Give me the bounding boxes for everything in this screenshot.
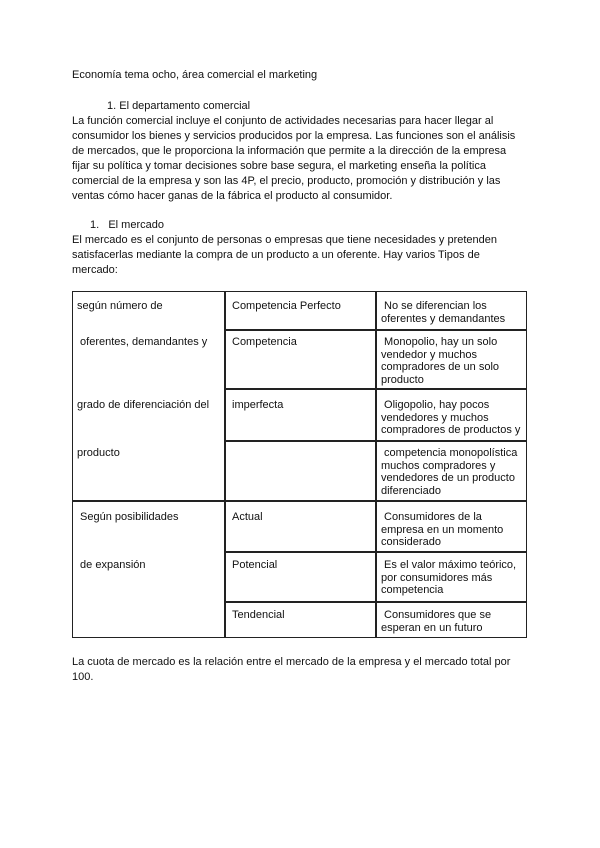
group-label-line: según número de — [77, 300, 163, 312]
section-heading-mercado: 1. El mercado — [90, 219, 164, 231]
section-heading-departamento: 1. El departamento comercial — [107, 100, 251, 112]
market-type-cell: Tendencial — [232, 609, 285, 621]
text-line: vendedor y muchos — [381, 348, 477, 361]
text-line: diferenciado — [381, 484, 441, 497]
text-line: muchos compradores y — [381, 459, 496, 472]
text-line: competencia monopolística — [381, 447, 518, 459]
text-line: vendedores de un producto — [381, 472, 515, 484]
text-line: Oligopolio, hay pocos — [381, 399, 490, 411]
market-description-cell — [381, 559, 516, 597]
text-line: vendedores y muchos — [381, 411, 489, 424]
market-description-cell — [381, 447, 517, 497]
text-line: Monopolio, hay un solo — [381, 336, 498, 348]
market-type-cell: imperfecta — [232, 399, 284, 411]
text-line: comercial de la empresa y son las 4P, el precio, producto, promoción y distribución y las — [72, 175, 501, 187]
market-description-cell — [381, 609, 491, 634]
text-line: compradores de un solo — [381, 361, 500, 373]
text-line: esperan en un futuro — [381, 621, 483, 634]
document-title: Economía tema ocho, área comercial el marketing — [72, 69, 318, 81]
text-line: competencia — [381, 584, 444, 596]
text-line: oferentes y demandantes — [381, 312, 506, 325]
text-line: considerado — [381, 536, 441, 548]
text-line: Consumidores que se — [381, 609, 492, 621]
text-line: fijar su política y tomar decisiones sobre base segura, el marketing enseña la política — [72, 160, 486, 172]
text-line: por consumidores más — [381, 571, 493, 584]
text-line: La función comercial incluye el conjunto de actividades necesarias para hacer llegar al — [72, 115, 494, 127]
market-description-cell — [381, 300, 505, 325]
market-type-cell: Competencia — [232, 336, 297, 348]
group-label-line: producto — [77, 447, 120, 459]
text-line: La cuota de mercado es la relación entre el mercado de la empresa y el mercado total por — [72, 656, 511, 668]
market-types-table — [72, 291, 527, 638]
text-line: Es el valor máximo teórico, — [381, 559, 517, 571]
table-divider — [224, 601, 526, 603]
text-line: El mercado es el conjunto de personas o empresas que tiene necesidades y pretenden — [72, 234, 497, 246]
table-divider — [224, 551, 526, 553]
market-description-cell — [381, 399, 520, 437]
table-divider — [224, 329, 526, 331]
table-divider — [224, 388, 526, 390]
market-type-cell: Competencia Perfecto — [232, 300, 341, 312]
section-paragraph-mercado — [72, 233, 542, 278]
text-line: Consumidores de la — [381, 511, 482, 523]
text-line: empresa en un momento — [381, 523, 504, 536]
text-line: mercado: — [72, 264, 118, 276]
text-line: producto — [381, 373, 424, 386]
section-paragraph-departamento — [72, 114, 542, 204]
text-line: ventas cómo hacer ganas de la fábrica el producto al consumidor. — [72, 190, 393, 202]
text-line: satisfacerlas mediante la compra de un producto a un oferente. Hay varios Tipos de — [72, 249, 480, 261]
group-label-line: Según posibilidades — [77, 511, 179, 523]
table-divider — [224, 440, 526, 442]
table-divider — [224, 292, 226, 637]
market-description-cell — [381, 511, 503, 549]
text-line: 100. — [72, 671, 94, 683]
market-type-cell: Actual — [232, 511, 263, 523]
text-line: de mercados, que le proporciona la información que permite a la dirección de la empresa — [72, 145, 507, 157]
market-description-cell — [381, 336, 499, 386]
table-divider — [73, 500, 526, 502]
table-divider — [375, 292, 377, 637]
text-line: consumidor los bienes y servicios producidos por la empresa. Las funciones son el análisis — [72, 130, 516, 142]
group-label-line: oferentes, demandantes y — [77, 336, 208, 348]
group-label-line: de expansión — [77, 559, 146, 571]
text-line: compradores de productos y — [381, 424, 521, 436]
group-label-line: grado de diferenciación del — [77, 399, 210, 411]
footer-paragraph — [72, 655, 542, 685]
text-line: No se diferencian los — [381, 300, 487, 312]
market-type-cell: Potencial — [232, 559, 278, 571]
